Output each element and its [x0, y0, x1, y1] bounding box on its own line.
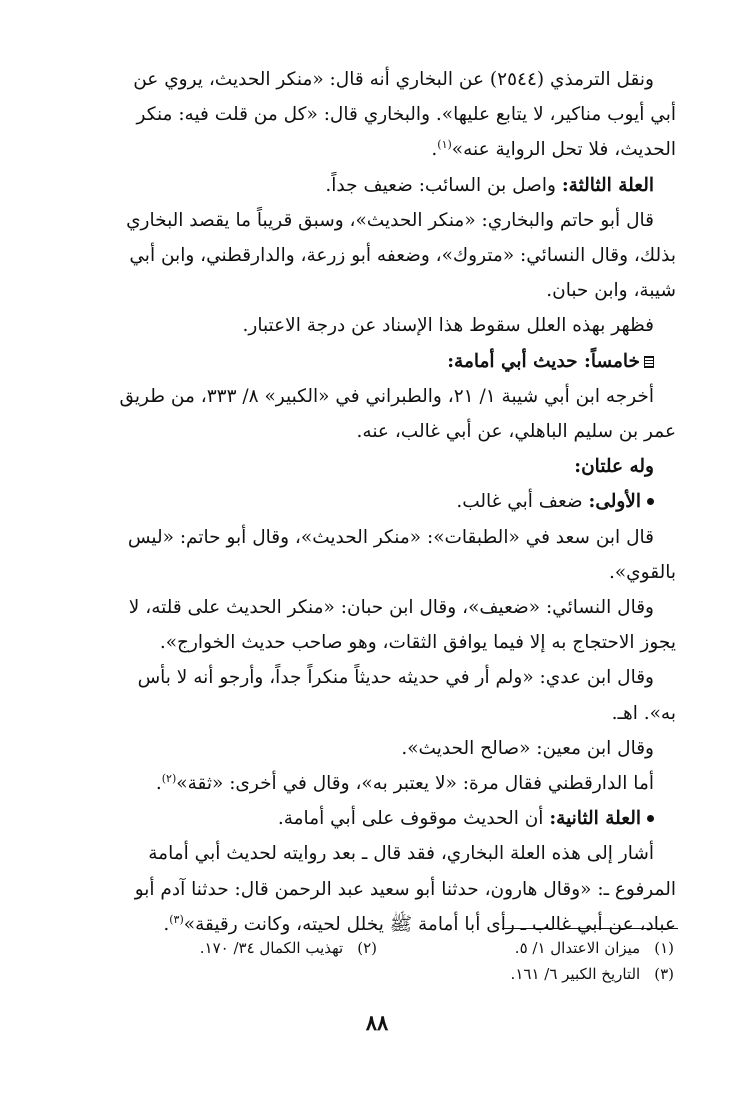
footnote-text: ميزان الاعتدال ١/ ٥.	[514, 939, 641, 957]
footnote-item	[377, 961, 674, 987]
footnote-number: (٢)	[357, 939, 377, 957]
text-span: عباد، عن أبي غالب ـ رأى أبا أمامة ﷺ يخلل لحيته، وكانت رقيقة»	[183, 913, 676, 935]
text-line: بالقوي».	[608, 561, 676, 583]
end-dot: .	[155, 773, 162, 795]
text-line: بذلك، وقال النسائي: «متروك»، وضعفه أبو زرعة، والدارقطني، وابن أبي	[129, 245, 676, 267]
footnote-item	[80, 935, 377, 961]
text-line: المرفوع ـ: «وقال هارون، حدثنا أبو سعيد عبد الرحمن قال: حدثنا آدم أبو	[134, 878, 676, 900]
footnote-number: (١)	[654, 939, 674, 957]
text-line: أبي أيوب مناكير، لا يتابع عليها». والبخاري قال: «كل من قلت فيه: منكر	[136, 104, 676, 126]
text-line: فظهر بهذه العلل سقوط هذا الإسناد عن درجة الاعتبار.	[242, 315, 654, 337]
section-heading: خامساً: حديث أبي أمامة:	[447, 350, 640, 372]
text-line: قال ابن سعد في «الطبقات»: «منكر الحديث»، وقال أبو حاتم: «ليس	[127, 526, 654, 548]
book-icon	[644, 356, 654, 368]
text-line: أشار إلى هذه العلة البخاري، فقد قال ـ بعد روايته لحديث أبي أمامة	[148, 843, 654, 865]
footnote-row	[80, 935, 674, 961]
text-span: أما الدارقطني فقال مرة: «لا يعتبر به»، وقال في أخرى: «ثقة»	[176, 773, 654, 795]
footnote-ref: (٣)	[169, 912, 184, 926]
footnote-ref: (١)	[437, 138, 452, 152]
text-line	[76, 132, 676, 167]
main-text	[76, 62, 676, 942]
footnote-divider	[502, 928, 678, 929]
section-heading: العلة الثانية:	[549, 808, 641, 830]
text-line: قال أبو حاتم والبخاري: «منكر الحديث»، وسبق قريباً ما يقصد البخاري	[126, 209, 654, 231]
text-span: واصل بن السائب: ضعيف جداً.	[325, 174, 562, 196]
text-line: شيبة، وابن حبان.	[546, 280, 676, 302]
text-line	[76, 344, 676, 379]
bullet-icon	[647, 498, 654, 505]
footnote-ref: (٢)	[161, 771, 177, 785]
footnote-item	[377, 935, 674, 961]
text-line: به». اهـ.	[611, 702, 676, 724]
footnotes	[80, 935, 674, 987]
footnote-number: (٣)	[654, 965, 674, 983]
section-heading: وله علتان:	[574, 456, 654, 478]
text-line	[76, 766, 676, 801]
text-span: أن الحديث موقوف على أبي أمامة.	[277, 808, 550, 830]
footnote-text: التاريخ الكبير ٦/ ١٦١.	[510, 965, 641, 983]
footnote-text: تهذيب الكمال ٣٤/ ١٧٠.	[199, 939, 344, 957]
section-heading: الأولى:	[588, 491, 641, 513]
text-span: الحديث، فلا تحل الرواية عنه»	[451, 139, 676, 161]
end-dot: .	[431, 139, 438, 161]
text-line	[76, 168, 676, 203]
text-line: وقال النسائي: «ضعيف»، وقال ابن حبان: «منكر الحديث على قلته، لا	[128, 597, 654, 619]
text-line: أخرجه ابن أبي شيبة ١/ ٢١، والطبراني في «الكبير» ٨/ ٣٣٣، من طريق	[119, 385, 654, 407]
text-span: ضعف أبي غالب.	[456, 491, 589, 513]
text-line: يجوز الاحتجاج به إلا فيما يوافق الثقات، وهو صاحب حديث الخوارج».	[159, 632, 676, 654]
text-line: ونقل الترمذي (٢٥٤٤) عن البخاري أنه قال: «منكر الحديث، يروي عن	[133, 69, 654, 90]
text-line	[76, 801, 676, 836]
page-number: ٨٨	[365, 1010, 389, 1035]
footnote-row	[80, 961, 674, 987]
text-line: عمر بن سليم الباهلي، عن أبي غالب، عنه.	[356, 421, 676, 443]
bullet-icon	[647, 815, 654, 822]
text-line: وقال ابن معين: «صالح الحديث».	[401, 737, 654, 759]
text-line: وقال ابن عدي: «ولم أر في حديثه حديثاً منكراً جداً، وأرجو أنه لا بأس	[137, 667, 654, 689]
end-dot: .	[163, 913, 170, 935]
section-heading: العلة الثالثة:	[561, 174, 654, 196]
text-line	[76, 484, 676, 519]
